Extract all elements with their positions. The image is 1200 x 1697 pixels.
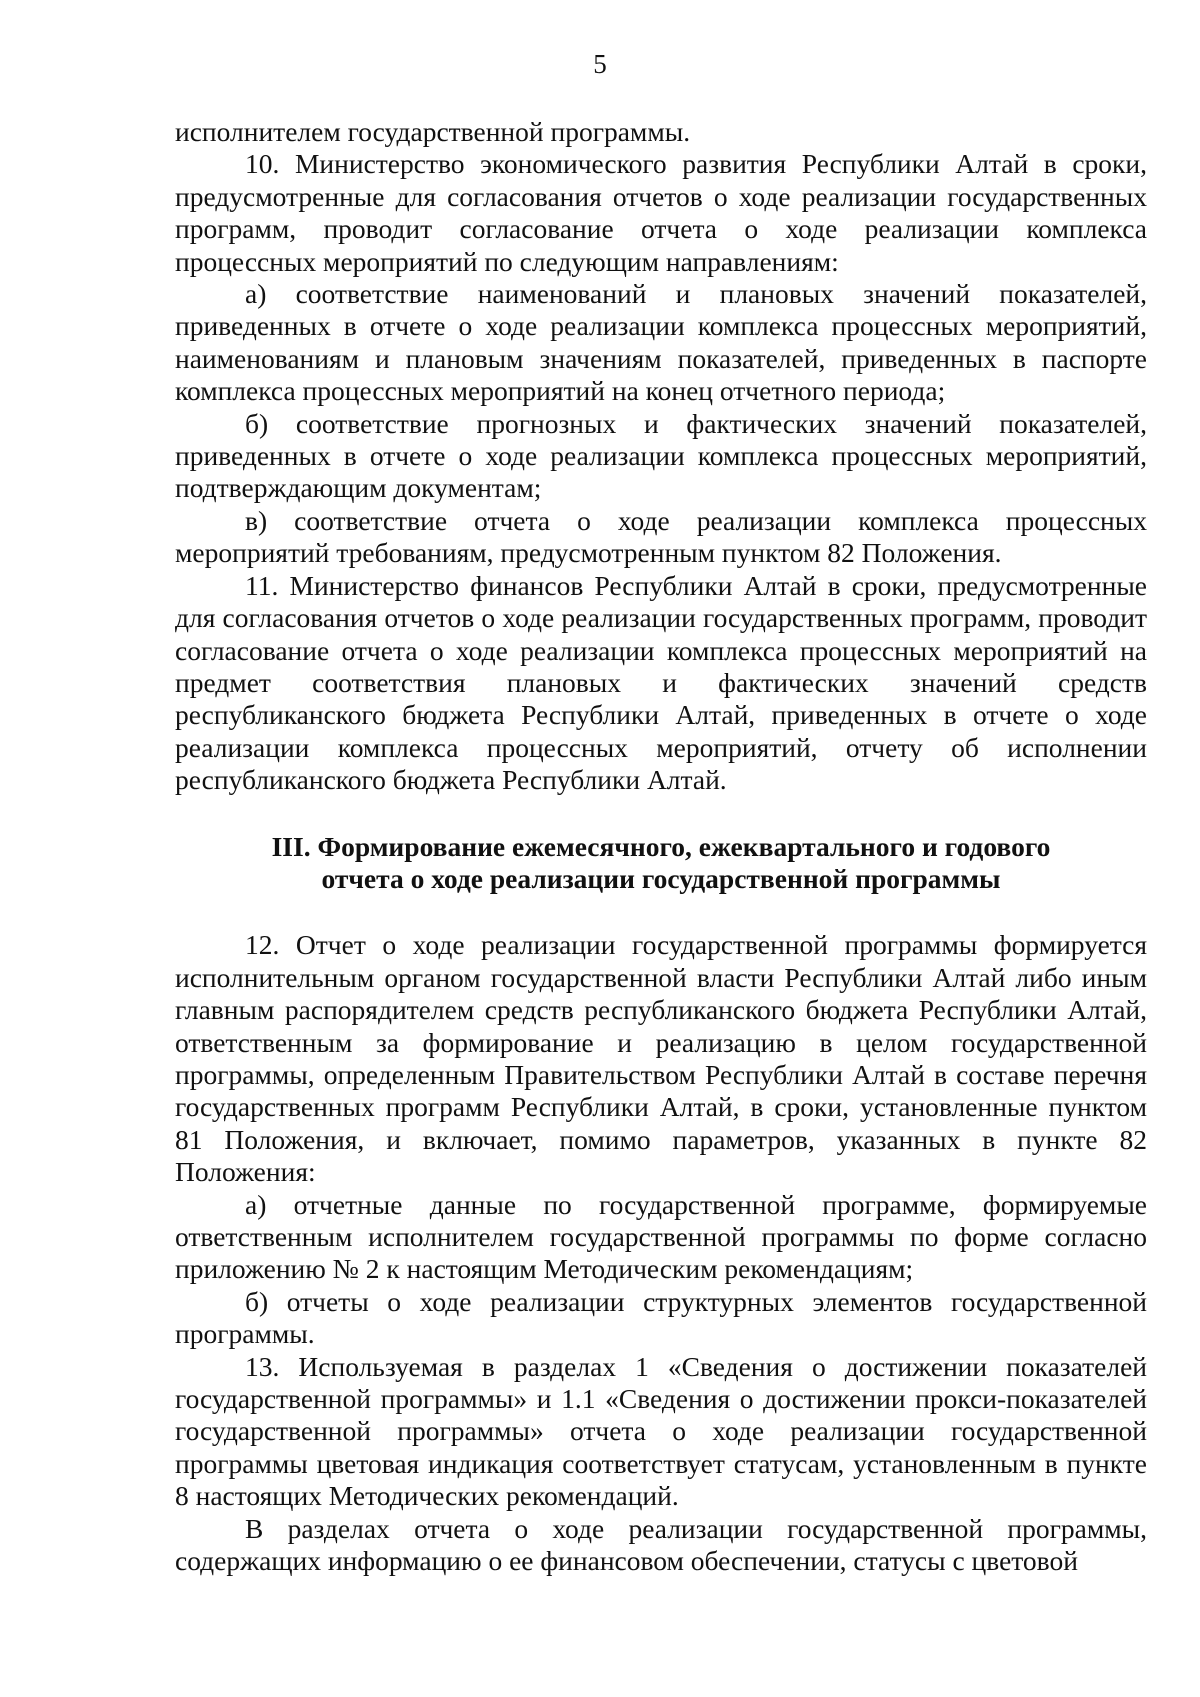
- document-body: [175, 116, 1147, 1577]
- paragraph-item-12-a: а) отчетные данные по государственной программе, формируемые ответственным исполнителем государственной программы по форме согласно приложению № 2 к настоящим Методическим рекомендациям;: [175, 1188, 1147, 1285]
- paragraph-item-13: 13. Используемая в разделах 1 «Сведения о достижении показателей государственной программы» и 1.1 «Сведения о достижении прокси-показателей государственной программы» отчета о ходе реализации государственной программы цветовая индикация соответствует статусам, установленным в пункте 8 настоящих Методических рекомендаций.: [175, 1350, 1147, 1512]
- page-number: 5: [593, 49, 607, 79]
- paragraph-continuation: исполнителем государственной программы.: [175, 116, 691, 147]
- spacer: [175, 797, 1147, 831]
- paragraph-financial-sections: В разделах отчета о ходе реализации государственной программы, содержащих информацию о ее финансовом обеспечении, статусы с цветовой: [175, 1512, 1147, 1577]
- paragraph-item-11: 11. Министерство финансов Республики Алтай в сроки, предусмотренные для согласования отчетов о ходе реализации государственных программ, проводит согласование отчета о ходе реализации комплекса процессных мероприятий на предмет соответствия плановых и фактических значений средств республиканского бюджета Республики Алтай, приведенных в отчете о ходе реализации комплекса процессных мероприятий, отчету об исполнении республиканского бюджета Республики Алтай.: [175, 569, 1147, 796]
- spacer: [175, 895, 1147, 929]
- section-heading: [175, 831, 1147, 896]
- paragraph-item-12: 12. Отчет о ходе реализации государственной программы формируется исполнительным органом государственной власти Республики Алтай либо иным главным распорядителем средств республиканского бюджета Республики Алтай, ответственным за формирование и реализацию в целом государственной программы, определенным Правительством Республики Алтай в составе перечня государственных программ Республики Алтай, в сроки, установленные пунктом 81 Положения, и включает, помимо параметров, указанных в пункте 82 Положения:: [175, 929, 1147, 1188]
- section-heading-line-1: III. Формирование ежемесячного, ежеквартального и годового: [271, 830, 1051, 862]
- paragraph-item-12-b: б) отчеты о ходе реализации структурных элементов государственной программы.: [175, 1285, 1147, 1350]
- paragraph-item-10: 10. Министерство экономического развития Республики Алтай в сроки, предусмотренные для согласования отчетов о ходе реализации государственных программ, проводит согласование отчета о ходе реализации комплекса процессных мероприятий по следующим направлениям:: [175, 148, 1147, 277]
- paragraph-item-10-v: в) соответствие отчета о ходе реализации комплекса процессных мероприятий требованиям, предусмотренным пунктом 82 Положения.: [175, 504, 1147, 569]
- paragraph-item-10-a: а) соответствие наименований и плановых значений показателей, приведенных в отчете о ходе реализации комплекса процессных мероприятий, наименованиям и плановым значениям показателей, приведенных в паспорте комплекса процессных мероприятий на конец отчетного периода;: [175, 278, 1147, 407]
- paragraph-item-10-b: б) соответствие прогнозных и фактических значений показателей, приведенных в отчете о ходе реализации комплекса процессных мероприятий, подтверждающим документам;: [175, 407, 1147, 504]
- section-heading-line-2: отчета о ходе реализации государственной программы: [321, 862, 1001, 894]
